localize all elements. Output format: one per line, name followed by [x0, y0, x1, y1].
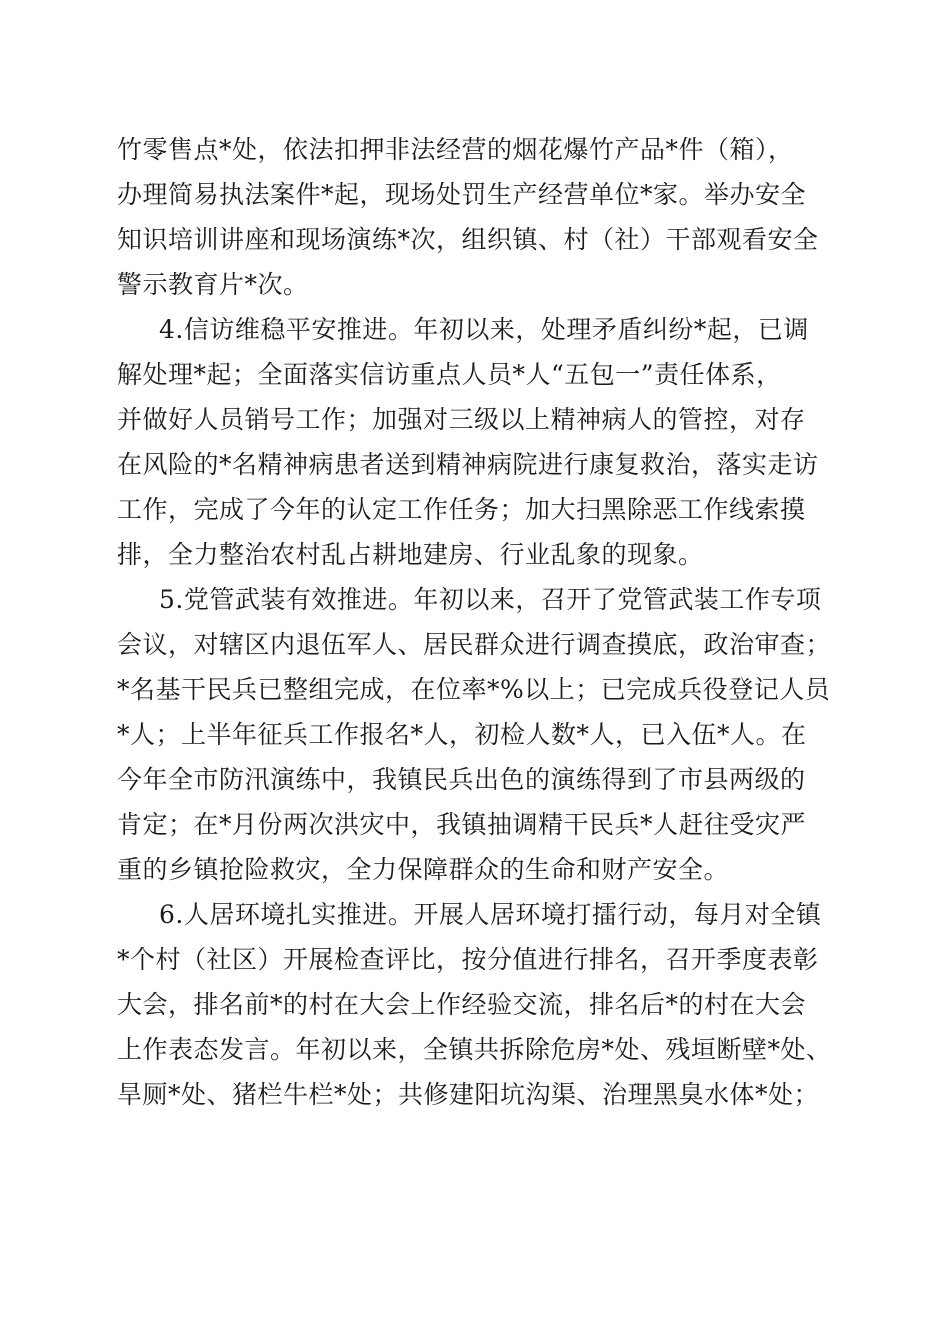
text-line: 并做好人员销号工作；加强对三级以上精神病人的管控，对存	[117, 405, 806, 434]
text-line: 在风险的*名精神病患者送到精神病院进行康复救治，落实走访	[117, 450, 819, 479]
body-text	[117, 130, 837, 1120]
text-line: 大会，排名前*的村在大会上作经验交流，排名后*的村在大会	[117, 990, 807, 1019]
text-line: 警示教育片*次。	[117, 270, 309, 299]
text-line: 上作表态发言。年初以来，全镇共拆除危房*处、残垣断壁*处、	[117, 1035, 832, 1064]
text-line: *个村（社区）开展检查评比，按分值进行排名，召开季度表彰	[117, 945, 819, 974]
text-line: *人；上半年征兵工作报名*人，初检人数*人，已入伍*人。在	[117, 720, 807, 749]
text-line: 工作，完成了今年的认定工作任务；加大扫黑除恶工作线索摸	[117, 495, 806, 524]
text-line: *名基干民兵已整组完成，在位率*%以上；已完成兵役登记人员	[117, 675, 831, 704]
text-line: 旱厕*处、猪栏牛栏*处；共修建阳坑沟渠、治理黑臭水体*处；	[117, 1080, 820, 1109]
text-line: 办理简易执法案件*起，现场处罚生产经营单位*家。举办安全	[117, 180, 807, 209]
text-line: 知识培训讲座和现场演练*次，组织镇、村（社）干部观看安全	[117, 225, 819, 254]
text-line: 肯定；在*月份两次洪灾中，我镇抽调精干民兵*人赶往受灾严	[117, 810, 807, 839]
text-line: 解处理*起；全面落实信访重点人员*人“五包一”责任体系，	[117, 360, 782, 389]
text-line: 会议，对辖区内退伍军人、居民群众进行调查摸底，政治审查；	[117, 630, 832, 659]
text-line: 竹零售点*处，依法扣押非法经营的烟花爆竹产品*件（箱），	[117, 135, 794, 164]
text-line: 重的乡镇抢险救灾，全力保障群众的生命和财产安全。	[117, 855, 730, 884]
section-4-heading-line: 4.信访维稳平安推进。年初以来，处理矛盾纠纷*起，已调	[159, 315, 809, 344]
section-6-heading-line: 6.人居环境扎实推进。开展人居环境打擂行动，每月对全镇	[159, 900, 822, 929]
text-line: 今年全市防汛演练中，我镇民兵出色的演练得到了市县两级的	[117, 765, 806, 794]
section-5-heading-line: 5.党管武装有效推进。年初以来，召开了党管武装工作专项	[159, 585, 822, 614]
text-line: 排，全力整治农村乱占耕地建房、行业乱象的现象。	[117, 540, 704, 569]
